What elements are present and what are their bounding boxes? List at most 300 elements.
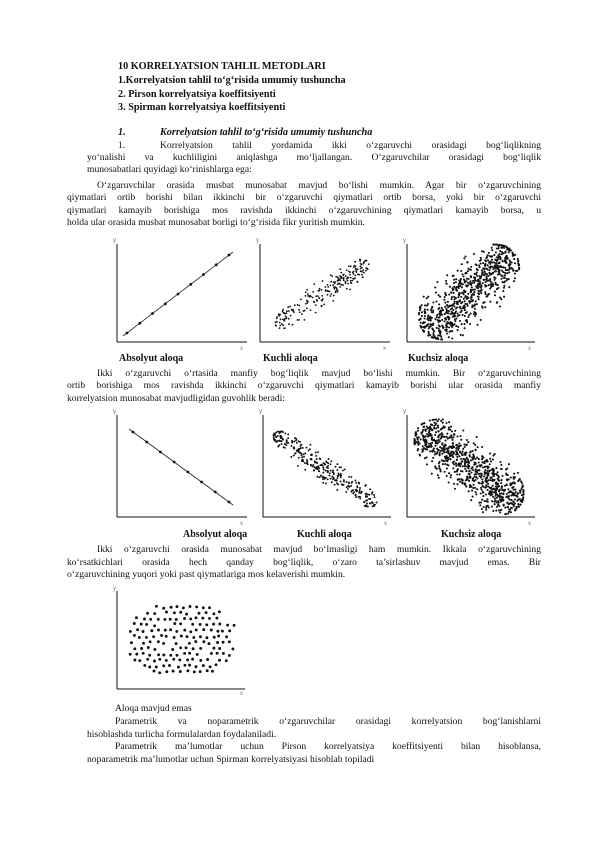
scatter-dot <box>446 464 448 466</box>
scatter-dot <box>358 482 360 484</box>
scatter-dot <box>473 253 475 255</box>
scatter-dot <box>173 622 176 625</box>
scatter-dot <box>480 259 482 261</box>
scatter-dot <box>453 296 455 298</box>
scatter-dot <box>201 617 204 620</box>
scatter-dot <box>449 305 451 307</box>
scatter-dot <box>464 446 466 448</box>
scatter-dot <box>479 504 481 506</box>
scatter-dot <box>495 483 497 485</box>
scatter-dot <box>495 270 497 272</box>
scatter-dot <box>482 457 484 459</box>
scatter-dot <box>474 278 476 280</box>
scatter-dot <box>504 251 506 253</box>
scatter-dot <box>488 472 490 474</box>
scatter-dot <box>175 618 178 621</box>
scatter-dot <box>485 484 487 486</box>
scatter-dot <box>452 309 454 311</box>
scatter-dot <box>469 301 471 303</box>
scatter-dot <box>464 309 466 311</box>
scatter-dot <box>302 459 304 461</box>
scatter-dot <box>448 428 450 430</box>
scatter-dot <box>211 670 214 673</box>
scatter-dot <box>444 296 446 298</box>
scatter-dot <box>458 464 460 466</box>
scatter-dot <box>509 261 511 263</box>
scatter-dot <box>294 437 296 439</box>
scatter-dot <box>501 489 503 491</box>
scatter-dot <box>366 503 368 505</box>
scatter-dot <box>316 458 318 460</box>
scatter-dot <box>334 479 336 481</box>
scatter-dot <box>416 437 418 439</box>
plot-positive-absolute <box>113 238 247 352</box>
scatter-dot <box>461 292 463 294</box>
scatter-dot <box>509 263 511 265</box>
y-axis-label: y <box>403 409 406 415</box>
scatter-dot <box>228 654 231 657</box>
scatter-dot <box>498 262 500 264</box>
scatter-dot <box>339 286 341 288</box>
scatter-dot <box>218 623 221 626</box>
scatter-dot <box>419 454 421 456</box>
scatter-dot <box>489 263 491 265</box>
scatter-dot <box>327 290 329 292</box>
scatter-dot <box>280 437 282 439</box>
scatter-dot <box>322 467 324 469</box>
scatter-dot <box>505 262 507 264</box>
scatter-dot <box>484 279 486 281</box>
scatter-dot <box>508 271 510 273</box>
scatter-dot <box>354 265 356 267</box>
scatter-dot <box>499 496 501 498</box>
scatter-dot <box>334 484 336 486</box>
scatter-dot <box>475 469 477 471</box>
scatter-dot <box>208 606 211 609</box>
scatter-dot <box>176 605 179 608</box>
scatter-dot <box>469 484 471 486</box>
scatter-dot <box>456 290 458 292</box>
scatter-dot <box>147 646 150 649</box>
scatter-dot <box>454 471 456 473</box>
scatter-dot <box>466 285 468 287</box>
scatter-dot <box>440 450 442 452</box>
scatter-dot <box>481 481 483 483</box>
scatter-dot <box>462 479 464 481</box>
scatter-dot <box>333 478 335 480</box>
scatter-dot <box>322 280 324 282</box>
param-para2-line2: noparametrik ma’lumotlar uchun Spirman korrelyatsiyasi hisoblab topiladi <box>87 754 375 765</box>
scatter-dot <box>496 302 498 304</box>
scatter-dot <box>332 470 334 472</box>
scatter-dot <box>327 294 329 296</box>
scatter-dot <box>275 321 277 323</box>
scatter-dot <box>504 274 506 276</box>
scatter-dot <box>333 295 335 297</box>
scatter-dot <box>346 269 348 271</box>
scatter-dot <box>470 459 472 461</box>
scatter-dot <box>478 293 480 295</box>
scatter-dot <box>436 327 438 329</box>
scatter-dot <box>491 500 493 502</box>
plot-positive-strong <box>256 238 390 352</box>
scatter-dot <box>307 295 309 297</box>
scatter-dot <box>318 297 320 299</box>
scatter-dot <box>494 282 496 284</box>
scatter-dot <box>513 258 515 260</box>
scatter-dot <box>432 457 434 459</box>
scatter-dot <box>476 268 478 270</box>
scatter-dot <box>459 450 461 452</box>
scatter-dot <box>494 294 496 296</box>
scatter-dot <box>444 317 446 319</box>
scatter-dot <box>479 475 481 477</box>
para2-line1: O‘zgaruvchilar orasida musbat munosabat mavjud bo‘lishi mumkin. Agar bir o‘zgaruvchining <box>97 180 541 191</box>
scatter-dot <box>489 278 491 280</box>
scatter-dot <box>507 512 509 514</box>
scatter-dot <box>470 499 472 501</box>
scatter-dot <box>153 612 156 615</box>
scatter-dot <box>352 492 354 494</box>
scatter-dot <box>434 453 436 455</box>
scatter-dot <box>494 291 496 293</box>
scatter-dot <box>133 647 136 650</box>
scatter-dot <box>493 473 495 475</box>
scatter-dot <box>481 271 483 273</box>
scatter-dot <box>338 282 340 284</box>
scatter-dot <box>446 332 448 334</box>
scatter-dot <box>146 658 149 661</box>
scatter-dot <box>365 500 367 502</box>
scatter-dot <box>459 300 461 302</box>
scatter-dot <box>463 275 465 277</box>
scatter-dot <box>421 315 423 317</box>
scatter-dot <box>504 507 506 509</box>
scatter-dot <box>362 269 364 271</box>
scatter-dot <box>452 462 454 464</box>
scatter-dot <box>330 463 332 465</box>
scatter-dot <box>162 607 165 610</box>
scatter-dot <box>330 281 332 283</box>
scatter-dot <box>450 426 452 428</box>
scatter-dot <box>469 454 471 456</box>
scatter-dot <box>492 268 494 270</box>
scatter-dot <box>339 279 341 281</box>
scatter-dot <box>417 444 419 446</box>
scatter-dot <box>359 498 361 500</box>
scatter-dot <box>439 469 441 471</box>
scatter-dot <box>341 277 343 279</box>
scatter-dot <box>467 459 469 461</box>
scatter-dot <box>495 268 497 270</box>
scatter-dot <box>427 331 429 333</box>
scatter-dot <box>209 665 212 668</box>
scatter-dot <box>155 666 158 669</box>
scatter-dot <box>455 462 457 464</box>
scatter-dot <box>165 670 168 673</box>
scatter-dot <box>158 671 161 674</box>
scatter-dot <box>485 466 487 468</box>
scatter-dot <box>158 658 161 661</box>
scatter-dot <box>494 279 496 281</box>
scatter-dot <box>479 266 481 268</box>
scatter-dot <box>487 485 489 487</box>
scatter-dot <box>315 452 317 454</box>
scatter-dot <box>436 453 438 455</box>
scatter-dot <box>309 444 311 446</box>
scatter-dot <box>371 501 373 503</box>
scatter-dot <box>330 478 332 480</box>
scatter-dot <box>365 270 367 272</box>
scatter-dot <box>361 267 363 269</box>
scatter-dot <box>417 427 419 429</box>
scatter-dot <box>455 278 457 280</box>
scatter-dot <box>335 466 337 468</box>
scatter-dot <box>451 430 453 432</box>
scatter-dot <box>318 466 320 468</box>
scatter-dot <box>438 294 440 296</box>
scatter-dot <box>304 469 306 471</box>
scatter-dot <box>136 628 139 631</box>
scatter-dot <box>159 451 162 454</box>
scatter-dot <box>427 319 429 321</box>
scatter-dot <box>489 453 491 455</box>
scatter-dot <box>322 478 324 480</box>
caption-absolute: Absolyut aloqa <box>119 353 184 364</box>
scatter-dot <box>453 282 455 284</box>
scatter-dot <box>218 659 221 662</box>
scatter-dot <box>492 244 494 246</box>
scatter-dot <box>435 300 437 302</box>
scatter-dot <box>205 623 208 626</box>
scatter-dot <box>500 479 502 481</box>
scatter-dot <box>446 321 448 323</box>
scatter-dot <box>482 274 484 276</box>
scatter-dot <box>508 286 510 288</box>
scatter-dot <box>472 496 474 498</box>
scatter-dot <box>462 314 464 316</box>
scatter-dot <box>286 310 288 312</box>
scatter-dot <box>439 296 441 298</box>
scatter-dot <box>478 264 480 266</box>
scatter-dot <box>301 313 303 315</box>
scatter-dot <box>463 293 465 295</box>
scatter-dot <box>513 280 515 282</box>
scatter-dot <box>306 447 308 449</box>
scatter-dot <box>474 280 476 282</box>
scatter-dot <box>150 629 153 632</box>
scatter-dot <box>515 270 517 272</box>
scatter-dot <box>497 287 499 289</box>
scatter-dot <box>478 296 480 298</box>
scatter-dot <box>179 611 182 614</box>
scatter-dot <box>448 293 450 295</box>
scatter-dot <box>470 291 472 293</box>
scatter-dot <box>481 483 483 485</box>
scatter-dot <box>138 322 141 325</box>
scatter-dot <box>484 259 486 261</box>
scatter-dot <box>323 304 325 306</box>
scatter-dot <box>453 292 455 294</box>
scatter-dot <box>486 498 488 500</box>
scatter-dot <box>458 455 460 457</box>
scatter-dot <box>202 640 205 643</box>
scatter-dot <box>463 323 465 325</box>
scatter-dot <box>186 658 189 661</box>
scatter-dot <box>354 275 356 277</box>
y-axis-label: y <box>256 238 259 244</box>
scatter-dot <box>325 286 327 288</box>
scatter-dot <box>489 261 491 263</box>
scatter-dot <box>208 617 211 620</box>
scatter-dot <box>279 327 281 329</box>
scatter-dot <box>195 605 198 608</box>
scatter-dot <box>430 309 432 311</box>
scatter-dot <box>461 470 463 472</box>
scatter-dot <box>360 492 362 494</box>
outline-item-1: 1.Korrelyatsion tahlil to‘g‘risida umumiy tushuncha <box>118 75 346 86</box>
scatter-dot <box>444 329 446 331</box>
scatter-dot <box>281 440 283 442</box>
scatter-dot <box>448 336 450 338</box>
scatter-dot <box>464 300 466 302</box>
scatter-dot <box>438 418 440 420</box>
scatter-dot <box>285 444 287 446</box>
scatter-dot <box>450 330 452 332</box>
scatter-dot <box>337 280 339 282</box>
scatter-dot <box>145 636 148 639</box>
scatter-dot <box>467 270 469 272</box>
scatter-dot <box>153 624 156 627</box>
scatter-dot <box>291 442 293 444</box>
scatter-dot <box>499 498 501 500</box>
scatter-dot <box>462 307 464 309</box>
scatter-dot <box>438 324 440 326</box>
scatter-dot <box>485 493 487 495</box>
plot-negative-weak <box>403 409 535 527</box>
scatter-dot <box>284 313 286 315</box>
scatter-dot <box>492 455 494 457</box>
scatter-dot <box>441 319 443 321</box>
scatter-dot <box>444 293 446 295</box>
scatter-dot <box>199 670 202 673</box>
scatter-dot <box>456 456 458 458</box>
scatter-dot <box>188 652 191 655</box>
scatter-dot <box>492 485 494 487</box>
scatter-dot <box>519 504 521 506</box>
scatter-dot <box>503 287 505 289</box>
scatter-dot <box>208 642 211 645</box>
scatter-dot <box>297 465 299 467</box>
scatter-dot <box>518 265 520 267</box>
scatter-dot <box>503 281 505 283</box>
scatter-dot <box>333 473 335 475</box>
outline-item-3: 3. Spirman korrelyatsiya koeffitsiyenti <box>118 102 286 113</box>
scatter-dot <box>284 432 286 434</box>
scatter-dot <box>374 496 376 498</box>
scatter-dot <box>281 323 283 325</box>
scatter-dot <box>508 511 510 513</box>
scatter-dot <box>511 507 513 509</box>
scatter-dot <box>301 454 303 456</box>
scatter-dot <box>502 271 504 273</box>
scatter-dot <box>140 647 143 650</box>
scatter-dot <box>353 273 355 275</box>
scatter-dot <box>482 492 484 494</box>
scatter-dot <box>279 440 281 442</box>
scatter-dot <box>423 447 425 449</box>
scatter-dot <box>468 314 470 316</box>
scatter-dot <box>472 454 474 456</box>
scatter-dot <box>182 606 185 609</box>
scatter-dot <box>523 493 525 495</box>
scatter-dot <box>501 497 503 499</box>
scatter-dot <box>337 276 339 278</box>
scatter-dot <box>489 477 491 479</box>
scatter-dot <box>315 295 317 297</box>
scatter-dot <box>455 318 457 320</box>
scatter-dot <box>514 277 516 279</box>
scatter-dot <box>189 630 192 633</box>
figure-row-positive <box>105 234 545 352</box>
scatter-dot <box>504 485 506 487</box>
scatter-dot <box>354 495 356 497</box>
scatter-dot <box>347 280 349 282</box>
scatter-dot <box>450 308 452 310</box>
scatter-dot <box>512 481 514 483</box>
scatter-dot <box>448 318 450 320</box>
scatter-dot <box>417 430 419 432</box>
scatter-dot <box>487 275 489 277</box>
scatter-dot <box>369 488 371 490</box>
scatter-dot <box>284 318 286 320</box>
scatter-dot <box>473 484 475 486</box>
scatter-dot <box>342 284 344 286</box>
scatter-dot <box>517 492 519 494</box>
scatter-dot <box>303 456 305 458</box>
scatter-dot <box>143 664 146 667</box>
scatter-dot <box>517 262 519 264</box>
scatter-dot <box>495 263 497 265</box>
para1-line2: yo‘nalishi va kuchliligini aniqlashga mo‘ljallangan. O‘zgaruvchilar orasidagi bog‘liqlik <box>87 152 541 163</box>
scatter-dot <box>345 491 347 493</box>
scatter-dot <box>437 319 439 321</box>
scatter-dot <box>321 475 323 477</box>
scatter-dot <box>466 261 468 263</box>
scatter-dot <box>294 304 296 306</box>
scatter-dot <box>364 485 366 487</box>
scatter-dot <box>164 302 167 305</box>
scatter-dot <box>326 461 328 463</box>
scatter-dot <box>363 261 365 263</box>
scatter-dot <box>464 315 466 317</box>
scatter-dot <box>478 298 480 300</box>
scatter-dot <box>480 287 482 289</box>
scatter-dot <box>217 635 220 638</box>
scatter-dot <box>330 460 332 462</box>
scatter-dot <box>499 511 501 513</box>
scatter-dot <box>336 463 338 465</box>
para1-line3: munosabatlari quyidagi ko‘rinishlarga ega: <box>87 164 252 175</box>
scatter-dot <box>195 665 198 668</box>
scatter-dot <box>202 664 205 667</box>
scatter-dot <box>420 438 422 440</box>
scatter-dot <box>278 313 280 315</box>
scatter-dot <box>432 301 434 303</box>
scatter-dot <box>313 283 315 285</box>
scatter-dot <box>434 434 436 436</box>
none-para-line2: ko‘rsatkichlari orasida hech qanday bog‘liqlik, o‘zaro ta’sirlashuv mavjud emas. Bir <box>67 557 541 568</box>
